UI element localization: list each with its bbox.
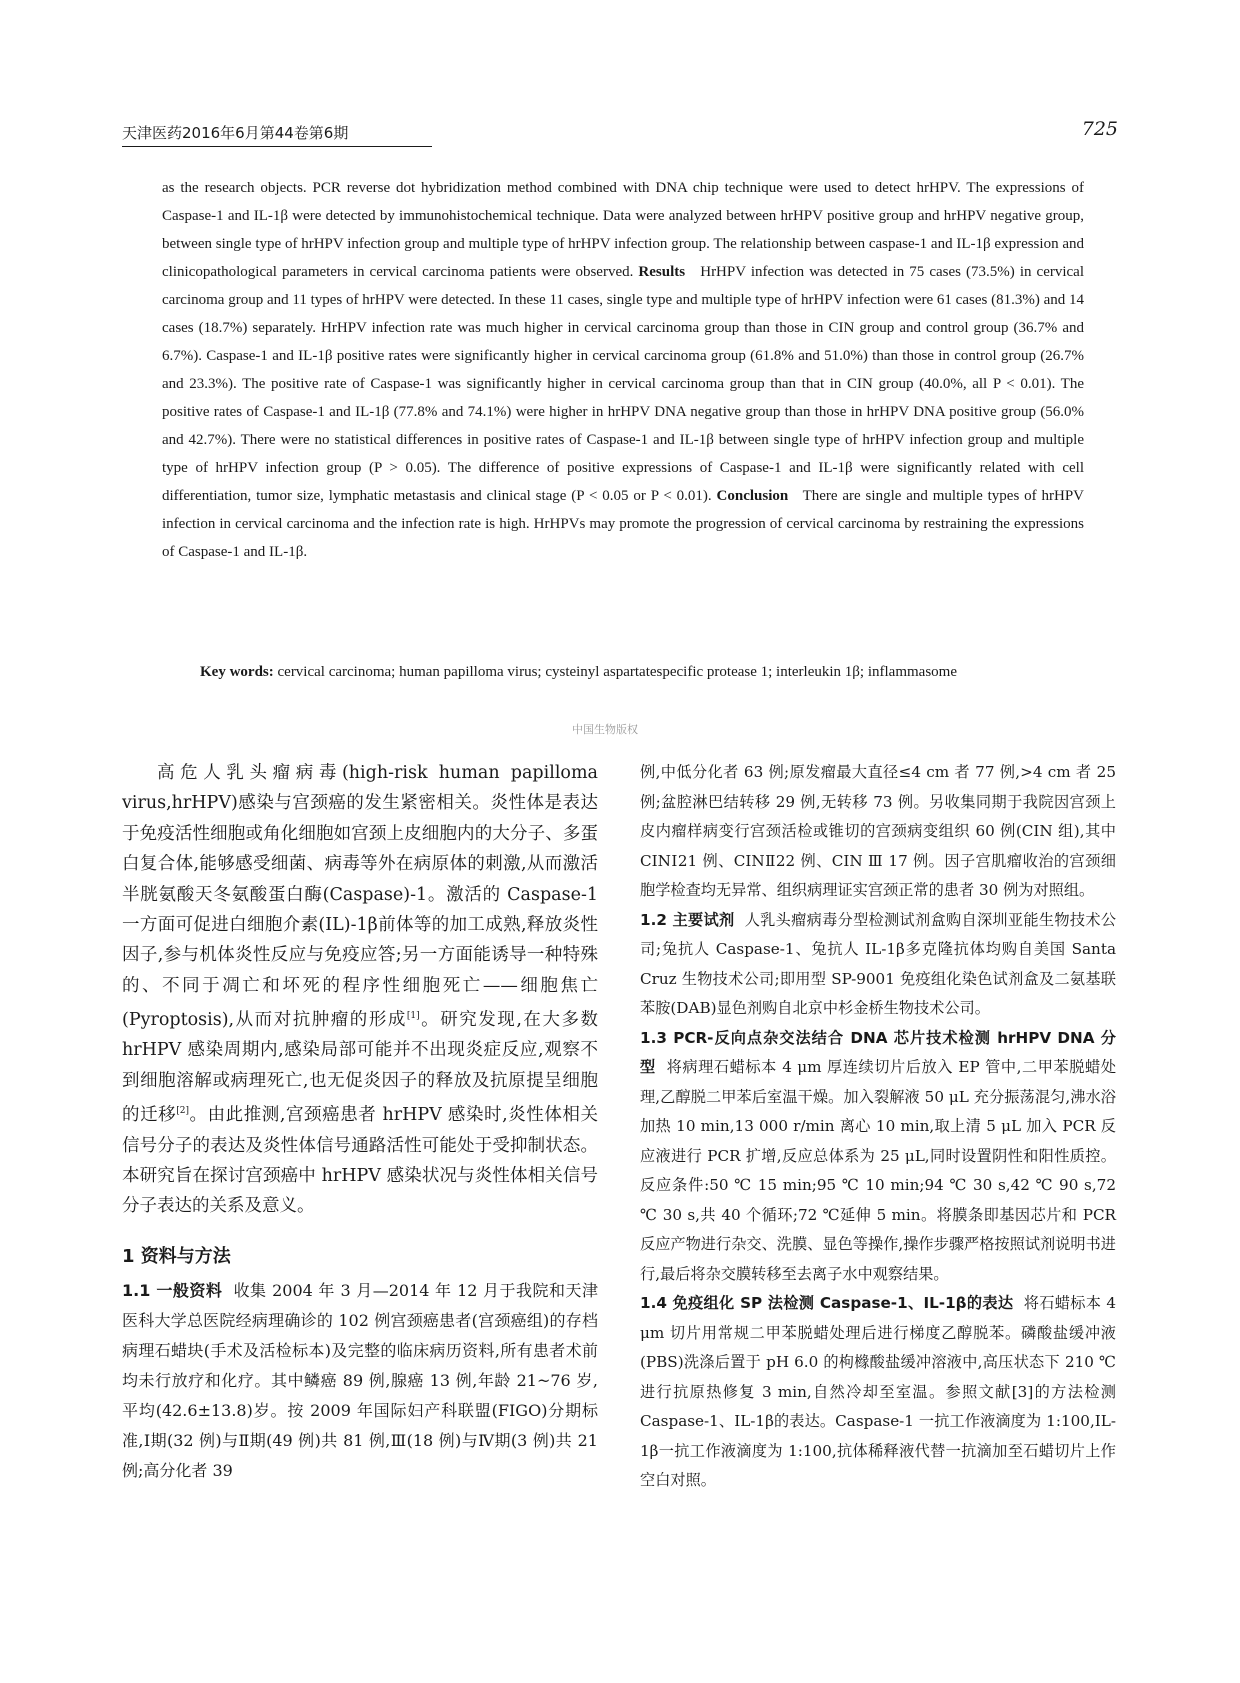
citation-2: [2] <box>176 1106 189 1117</box>
page-number: 725 <box>1081 118 1118 140</box>
section-1-3 <box>640 1024 1116 1290</box>
abstract-methods: as the research objects. PCR reverse dot hybridization method combined with DNA chip technique were used to detect hrHPV. The expressions of Caspase-1 and IL-1β were detected by immunohistochemical technique. Data were analyzed between hrHPV positive group and hrHPV negative group, between single type of hrHPV infection group and multiple type of hrHPV infection group. The relationship between caspase-1 and IL-1β expression and clinicopathological parameters in cervical carcinoma patients were observed. <box>162 180 1084 280</box>
section-1-2-label: 1.2 主要试剂 <box>640 910 735 929</box>
introduction-paragraph <box>122 758 598 1222</box>
abstract-conclusion: There are single and multiple types of hrHPV infection in cervical carcinoma and the infection rate is high. HrHPVs may promote the progression of cervical carcinoma by restraining the expressions of Caspase-1 and IL-1β. <box>162 488 1084 560</box>
section-1-1-continued: 例,中低分化者 63 例;原发瘤最大直径≤4 cm 者 77 例,>4 cm 者 25 例;盆腔淋巴结转移 29 例,无转移 73 例。另收集同期于我院因宫颈上皮内瘤样病变行宫颈活检或锥切的宫颈病变组织 60 例(CIN 组),其中 CINⅠ21 例、CINⅡ22 例、CIN Ⅲ 17 例。因子宫肌瘤收治的宫颈细胞学检查均无异常、组织病理证实宫颈正常的患者 30 例为对照组。 <box>640 763 1116 899</box>
results-label: Results <box>638 264 686 280</box>
watermark: 中国生物版权 <box>572 723 638 736</box>
section-1-3-text: 将病理石蜡标本 4 μm 厚连续切片后放入 EP 管中,二甲苯脱蜡处理,乙醇脱二甲苯后室温干燥。加入裂解液 50 μL 充分振荡混匀,沸水浴加热 10 min,13 000 r/min 离心 10 min,取上清 5 μL 加入 PCR 反应液进行 PCR 扩增,反应总体系为 25 μL,同时设置阴性和阳性质控。反应条件:50 ℃ 15 min;95 ℃ 10 min;94 ℃ 30 s,42 ℃ 90 s,72 ℃ 30 s,共 40 个循环;72 ℃延伸 5 min。将膜条即基因芯片和 PCR 反应产物进行杂交、洗膜、显色等操作,操作步骤严格按照试剂说明书进行,最后将杂交膜转移至去离子水中观察结果。 <box>640 1058 1117 1283</box>
page-header <box>122 118 1118 150</box>
abstract-results: HrHPV infection was detected in 75 cases (73.5%) in cervical carcinoma group and 11 types of hrHPV were detected. In these 11 cases, single type and multiple type of hrHPV infection were 61 cases (81.3%) and 14 cases (18.7%) separately. HrHPV infection rate was much higher in cervical carcinoma group than those in CIN group and control group (36.7% and 6.7%). Caspase-1 and IL-1β positive rates were significantly higher in cervical carcinoma group (61.8% and 51.0%) than those in control group (26.7% and 23.3%). The positive rate of Caspase-1 was significantly higher in cervical carcinoma group than that in CIN group (40.0%, all P < 0.01). The positive rates of Caspase-1 and IL-1β (77.8% and 74.1%) were higher in hrHPV DNA negative group than those in hrHPV DNA positive group (56.0% and 42.7%). There were no statistical differences in positive rates of Caspase-1 and IL-1β between single type of hrHPV infection group and multiple type of hrHPV infection group (P > 0.05). The difference of positive expressions of Caspase-1 and IL-1β were significantly related with cell differentiation, tumor size, lymphatic metastasis and clinical stage (P < 0.05 or P < 0.01). <box>162 264 1084 504</box>
english-abstract <box>162 174 1084 566</box>
intro-text-c: 。由此推测,宫颈癌患者 hrHPV 感染时,炎性体相关信号分子的表达及炎性体信号通路活性可能处于受抑制状态。本研究旨在探讨宫颈癌中 hrHPV 感染状况与炎性体相关信号分子表达的关系及意义。 <box>122 1105 598 1217</box>
right-column <box>640 758 1116 1496</box>
header-rule <box>122 146 432 147</box>
journal-title: 天津医药2016年6月第44卷第6期 <box>122 124 349 142</box>
keywords-text: cervical carcinoma; human papilloma virus; cysteinyl aspartatespecific protease 1; interleukin 1β; inflammasome <box>277 664 957 680</box>
intro-text-a: 高危人乳头瘤病毒(high-risk human papilloma virus,hrHPV)感染与宫颈癌的发生紧密相关。炎性体是表达于免疫活性细胞或角化细胞如宫颈上皮细胞内的大分子、多蛋白复合体,能够感受细菌、病毒等外在病原体的刺激,从而激活半胱氨酸天冬氨酸蛋白酶(Caspase)-1。激活的 Caspase-1 一方面可促进白细胞介素(IL)-1β前体等的加工成熟,释放炎性因子,参与机体炎性反应与免疫应答;另一方面能诱导一种特殊的、不同于凋亡和坏死的程序性细胞死亡——细胞焦亡(Pyroptosis),从而对抗肿瘤的形成 <box>122 763 598 1031</box>
left-column <box>122 758 598 1486</box>
intro-text-b: 。研究发现,在大多数 hrHPV 感染周期内,感染局部可能并不出现炎症反应,观察不到细胞溶解或病理死亡,也无促炎因子的释放及抗原提呈细胞的迁移 <box>122 1010 599 1126</box>
keywords <box>162 658 1084 686</box>
section-1-2 <box>640 906 1116 1024</box>
section-1-1-text: 收集 2004 年 3 月—2014 年 12 月于我院和天津医科大学总医院经病理确诊的 102 例宫颈癌患者(宫颈癌组)的存档病理石蜡块(手术及活检标本)及完整的临床病历资料,所有患者术前均未行放疗和化疗。其中鳞癌 89 例,腺癌 13 例,年龄 21~76 岁,平均(42.6±13.8)岁。按 2009 年国际妇产科联盟(FIGO)分期标准,Ⅰ期(32 例)与Ⅱ期(49 例)共 81 例,Ⅲ(18 例)与Ⅳ期(3 例)共 21 例;高分化者 39 <box>122 1281 599 1481</box>
section-1-title: 1 资料与方法 <box>122 1245 231 1267</box>
section-1-1 <box>122 1276 598 1486</box>
keywords-label: Key words: <box>200 664 274 680</box>
section-1-4-label: 1.4 免疫组化 SP 法检测 Caspase-1、IL-1β的表达 <box>640 1294 1014 1312</box>
section-1-3-label: 1.3 PCR-反向点杂交法结合 DNA 芯片技术检测 hrHPV DNA 分型 <box>640 1028 1116 1076</box>
section-1-4-text: 将石蜡标本 4 μm 切片用常规二甲苯脱蜡处理后进行梯度乙醇脱苯。磷酸盐缓冲液(PBS)洗涤后置于 pH 6.0 的枸橼酸盐缓冲溶液中,高压状态下 210 ℃进行抗原热修复 3 min,自然冷却至室温。参照文献[3]的方法检测 Caspase-1、IL-1β的表达。Caspase-1 一抗工作液滴度为 1:100,IL-1β一抗工作液滴度为 1:100,抗体稀释液代替一抗滴加至石蜡切片上作空白对照。 <box>640 1294 1117 1489</box>
citation-1: [1] <box>406 1011 420 1022</box>
section-1-2-text: 人乳头瘤病毒分型检测试剂盒购自深圳亚能生物技术公司;兔抗人 Caspase-1、兔抗人 IL-1β多克隆抗体均购自美国 Santa Cruz 生物技术公司;即用型 SP-9001 免疫组化染色试剂盒及二氨基联苯胺(DAB)显色剂购自北京中杉金桥生物技术公司。 <box>640 910 1117 1017</box>
section-1-1-label: 1.1 一般资料 <box>122 1281 223 1301</box>
conclusion-label: Conclusion <box>716 488 789 504</box>
section-1-4 <box>640 1289 1116 1496</box>
